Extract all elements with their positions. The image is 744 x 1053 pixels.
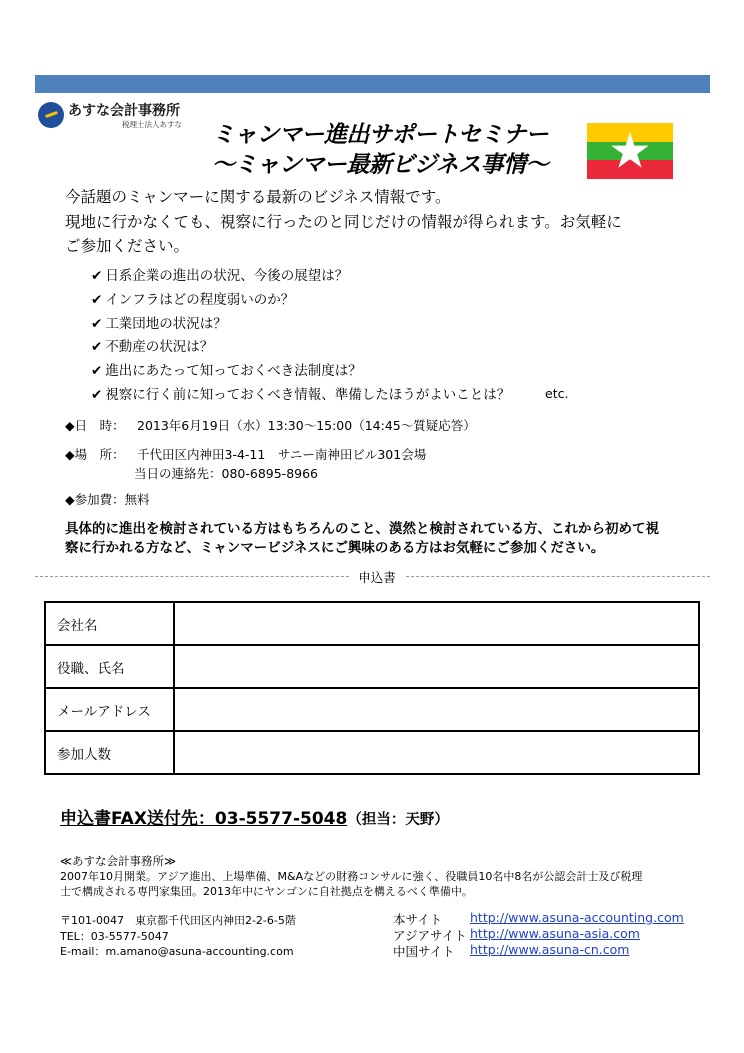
fax-contact: （担当：天野） [347,812,449,828]
site-label: アジアサイト [393,928,467,943]
logo-name: あすな会計事務所 [68,103,180,119]
check-item: ✔ インフラはどの程度弱いのか？ [91,292,295,308]
note-line-1: 具体的に進出を検討されている方はもちろんのこと、漠然と検討されている方、これから初めて視 [65,521,659,537]
header-bar [35,75,710,93]
title-name-field[interactable] [174,645,699,688]
firm-heading: ≪あすな会計事務所≫ [60,854,177,868]
company-name-field[interactable] [174,602,699,645]
attendees-field[interactable] [174,731,699,774]
contact-phone: 当日の連絡先：080-6895-8966 [134,466,319,481]
check-item: ✔ 日系企業の進出の状況、今後の展望は？ [91,268,349,284]
form-label: 申込書 [350,568,404,586]
field-label: 役職、氏名 [45,645,174,688]
form-row [45,688,699,731]
date-value: 2013年6月19日（水）13:30～15:00（14:45～質疑応答） [137,418,476,433]
fax-destination [60,804,449,829]
form-row [45,602,699,645]
form-row [45,731,699,774]
intro-line-2: 現地に行かなくても、視察に行ったのと同じだけの情報が得られます。お気軽に [65,213,622,231]
check-icon: ✔ [91,339,103,355]
field-label: メールアドレス [45,688,174,731]
field-label: 会社名 [45,602,174,645]
main-site-link[interactable]: http://www.asuna-accounting.com [470,910,684,925]
china-site-link[interactable]: http://www.asuna-cn.com [470,942,630,957]
check-icon: ✔ [91,268,103,284]
site-label: 本サイト [393,912,443,927]
title-line-1: ミャンマー進出サポートセミナー [211,122,549,148]
check-item: ✔ 工業団地の状況は？ [91,316,227,332]
fax-number: 申込書FAX送付先：03-5577-5048 [60,809,348,829]
check-item: ✔ 不動産の状況は？ [91,339,214,355]
myanmar-flag-icon [587,123,673,179]
check-icon: ✔ [91,387,103,403]
firm-tel: TEL：03-5577-5047 [60,930,169,943]
email-field[interactable] [174,688,699,731]
logo-subtitle: 税理士法人あすな [122,120,182,129]
application-form [44,601,700,775]
firm-description-1: 2007年10月開業。アジア進出、上場準備、M&Aなどの財務コンサルに強く、役職員10名中8名が公認会計士及び税理 [60,870,643,883]
form-row [45,645,699,688]
place-label: ◆場 所： [65,447,125,462]
asia-site-link[interactable]: http://www.asuna-asia.com [470,926,640,941]
field-label: 参加人数 [45,731,174,774]
check-icon: ✔ [91,292,103,308]
intro-line-1: 今話題のミャンマーに関する最新のビジネス情報です。 [65,188,451,206]
fee-text: ◆参加費：無料 [65,492,150,507]
check-item: ✔ 視察に行く前に知っておくべき情報、準備したほうがよいことは？ [91,387,511,403]
etc-text: etc. [545,386,569,401]
place-value: 千代田区内神田3-4-11 サニー南神田ビル301会場 [137,447,427,462]
check-icon: ✔ [91,363,103,379]
firm-description-2: 士で構成される専門家集団。2013年中にヤンゴンに自社拠点を構えるべく準備中。 [60,885,473,898]
title-line-2: 〜ミャンマー最新ビジネス事情〜 [211,152,549,178]
intro-line-3: ご参加ください。 [65,237,190,255]
site-label: 中国サイト [393,944,455,959]
date-label: ◆日 時： [65,418,125,433]
logo-icon [38,102,64,128]
note-line-2: 察に行かれる方など、ミャンマービジネスにご興味のある方はお気軽にご参加ください。 [65,540,605,556]
firm-address: 〒101-0047 東京都千代田区内神田2-2-6-5階 [60,914,296,927]
check-icon: ✔ [91,316,103,332]
firm-email: E-mail：m.amano@asuna-accounting.com [60,945,294,958]
check-item: ✔ 進出にあたって知っておくべき法制度は？ [91,363,362,379]
